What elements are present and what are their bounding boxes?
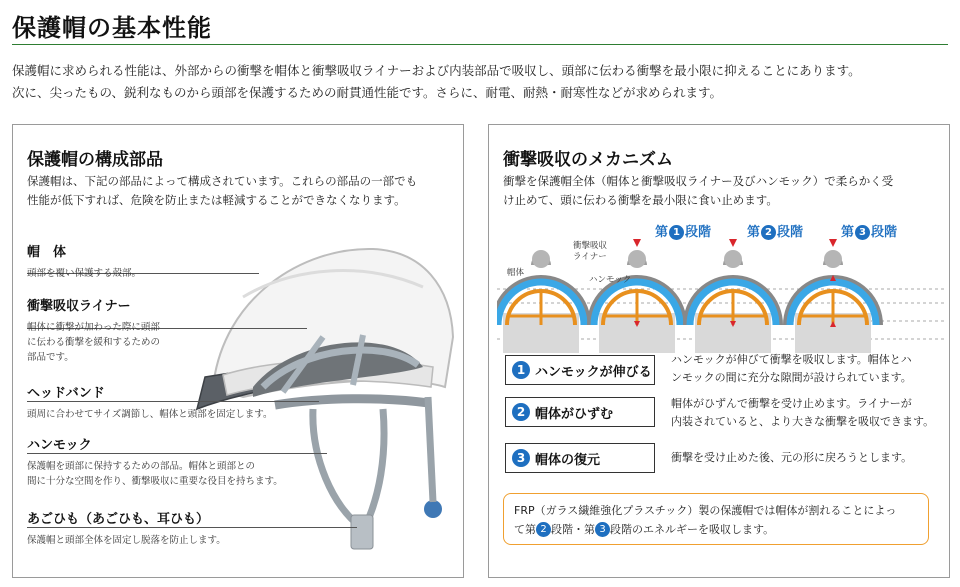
step-label: 帽体の復元 [535, 452, 601, 468]
component-headband [27, 382, 272, 422]
intro-line: 保護帽に求められる性能は、外部からの衝撃を帽体と衝撃吸収ライナーおよび内装部品で吸収し、頭部に伝わる衝撃を最小限に抑えることにあります。 [12, 63, 861, 78]
components-panel-desc [27, 172, 452, 210]
step-box-1 [505, 355, 655, 385]
step-desc-1 [671, 351, 939, 387]
intro-text [12, 60, 948, 104]
mechanism-panel-desc [503, 172, 928, 210]
mechanism-panel-title: 衝撃吸収のメカニズム [503, 150, 673, 170]
stage-label-3: 第 3 段階 [841, 225, 898, 240]
components-panel-title: 保護帽の構成部品 [27, 150, 163, 170]
component-desc-line: 頭部を覆い保護する殻部。 [27, 268, 142, 279]
stage-label-1: 第 1 段階 [655, 225, 712, 240]
step-box-3 [505, 443, 655, 473]
component-desc [27, 459, 283, 489]
step-desc-3 [671, 449, 939, 467]
step-number: 2 [512, 403, 530, 421]
liner-label-line: ライナー [573, 252, 607, 262]
step-desc-line: ンモックの間に充分な隙間が設けられています。 [671, 371, 912, 384]
component-name: あごひも（あごひも、耳ひも） [27, 512, 210, 527]
frp-note [503, 493, 929, 545]
page-title: 保護帽の基本性能 [12, 14, 212, 42]
component-desc [27, 266, 141, 281]
impact-arrow [729, 239, 737, 247]
component-hammock [27, 434, 283, 489]
component-name: ヘッドバンド [27, 386, 105, 401]
note-stage-number: 3 [595, 522, 610, 537]
step-desc-line: 衝撃を受け止めた後、元の形に戻ろうとします。 [671, 451, 913, 464]
note-line: FRP（ガラス繊維強化プラスチック）製の保護帽では帽体が割れることによっ [514, 504, 897, 517]
liner-label-line: 衝撃吸収 [573, 241, 608, 251]
component-desc-line: 保護帽と頭部全体を固定し脱落を防止します。 [27, 535, 226, 546]
mechanism-panel [488, 124, 950, 578]
note-stage-number: 2 [536, 522, 551, 537]
step-number: 1 [512, 361, 530, 379]
liner-label [573, 241, 607, 263]
component-name: 帽 体 [27, 245, 67, 260]
impact-object [824, 250, 842, 268]
component-desc [27, 320, 160, 365]
shell-label: 帽体 [507, 268, 525, 278]
component-desc-line: 帽体に衝撃が加わった際に頭部 [27, 322, 160, 333]
intro-line: 次に、尖ったもの、鋭利なものから頭部を保護するための耐貫通性能です。さらに、耐電、耐熱・耐寒性などが求められます。 [12, 85, 723, 100]
impact-object [724, 250, 742, 268]
mechanism-diagram [497, 213, 945, 373]
step-label: ハンモックが伸びる [535, 364, 652, 380]
components-panel [12, 124, 464, 578]
impact-object [532, 250, 550, 268]
component-desc-line: に伝わる衝撃を緩和するための [27, 337, 161, 348]
desc-line: 衝撃を保護帽全体（帽体と衝撃吸収ライナー及びハンモック）で柔らかく受 [503, 174, 894, 188]
step-number: 3 [512, 449, 530, 467]
component-desc-line: 間に十分な空間を作り、衝撃吸収に重要な役目を持ちます。 [27, 476, 283, 487]
step-label: 帽体がひずむ [535, 406, 614, 422]
impact-object [628, 250, 646, 268]
component-desc-line: 部品です。 [27, 352, 74, 363]
stage-label-2: 第 2 段階 [747, 225, 804, 240]
component-desc-line: 保護帽を頭部に保持するための部品。帽体と頭部との [27, 461, 256, 472]
impact-arrow [633, 239, 641, 247]
step-box-2 [505, 397, 655, 427]
step-desc-line: 内装されていると、より大きな衝撃を吸収できます。 [671, 415, 935, 428]
hammock-label: ハンモック [589, 275, 632, 285]
desc-line: 性能が低下すれば、危険を防止または軽減することができなくなります。 [27, 193, 406, 207]
impact-arrow [829, 239, 837, 247]
note-line: て第 2 段階・第 3 段階のエネルギーを吸収します。 [514, 523, 775, 536]
desc-line: け止めて、頭に伝わる衝撃を最小限に食い止めます。 [503, 193, 778, 207]
component-desc-line: 頭周に合わせてサイズ調節し、帽体と頭部を固定します。 [27, 409, 273, 420]
component-liner [27, 295, 160, 365]
component-name: 衝撃吸収ライナー [27, 299, 131, 314]
desc-line: 保護帽は、下記の部品によって構成されています。これらの部品の一部でも [27, 174, 418, 188]
component-desc [27, 407, 272, 422]
step-desc-2 [671, 395, 939, 431]
component-name: ハンモック [27, 438, 92, 453]
title-divider [12, 44, 948, 45]
component-shell [27, 241, 141, 281]
step-desc-line: ハンモックが伸びて衝撃を吸収します。帽体とハ [671, 353, 912, 366]
step-desc-line: 帽体がひずんで衝撃を受け止めます。ライナーが [671, 397, 912, 410]
component-desc [27, 533, 226, 548]
component-chinstrap [27, 508, 226, 548]
